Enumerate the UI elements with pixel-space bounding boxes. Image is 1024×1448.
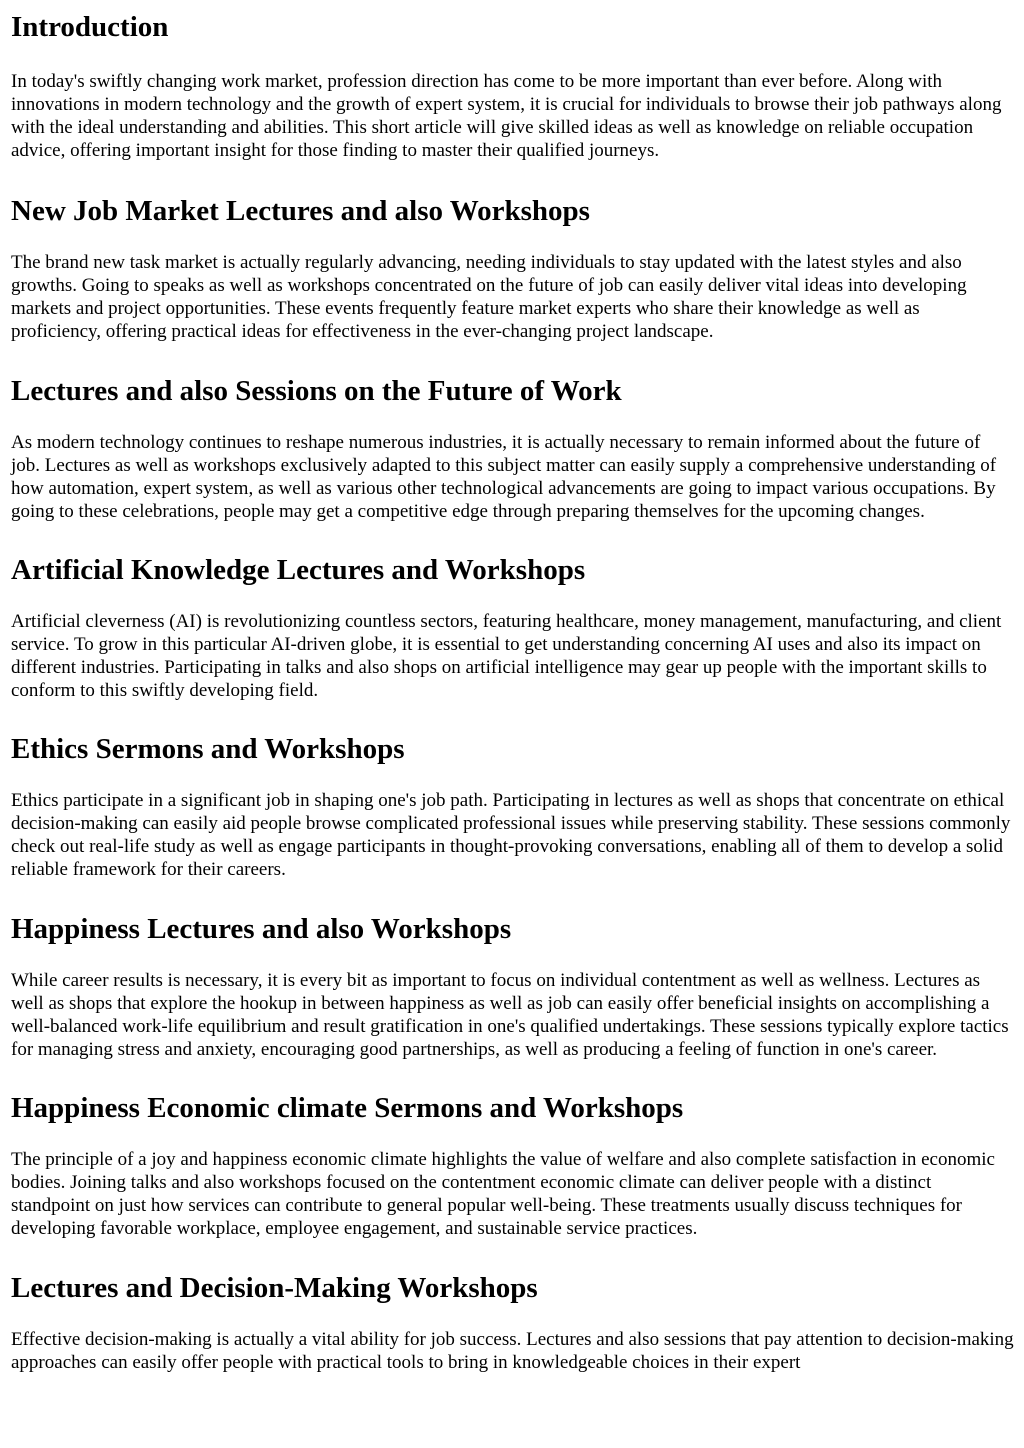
section-heading: Lectures and also Sessions on the Future of Work [11,375,622,407]
section-artificial-knowledge [11,543,1014,702]
section-paragraph: In today's swiftly changing work market, profession direction has come to be more important than ever before. Along with innovations in modern technology and the growth of expert system, it is crucial for individuals to browse their job pathways along with the ideal understanding and abilities. This short article will give skilled ideas as well as knowledge on reliable occupation advice, offering important insight for those finding to master their qualified journeys. [11,71,1002,161]
section-introduction [11,0,1014,162]
section-paragraph: Effective decision-making is actually a vital ability for job success. Lectures and also sessions that pay attention to decision-making approaches can easily offer people with practical tools to bring in knowledgeable choices in their expert [11,1329,1014,1373]
section-paragraph: Artificial cleverness (AI) is revolutionizing countless sectors, featuring healthcare, money management, manufacturing, and client service. To grow in this particular AI-driven globe, it is essential to get understanding concerning AI uses and also its impact on different industries. Participating in talks and also shops on artificial intelligence may gear up people with the important skills to conform to this swiftly developing field. [11,611,1002,701]
section-happiness [11,902,1014,1061]
section-happiness-economy [11,1081,1014,1240]
section-heading: Lectures and Decision-Making Workshops [11,1272,538,1304]
section-heading: Happiness Lectures and also Workshops [11,913,512,945]
section-heading: Artificial Knowledge Lectures and Workshops [11,554,586,586]
section-heading: Ethics Sermons and Workshops [11,733,405,765]
section-future-of-work [11,364,1014,523]
section-ethics [11,722,1014,881]
section-heading: Introduction [11,11,169,43]
section-paragraph: Ethics participate in a significant job in shaping one's job path. Participating in lectures as well as shops that concentrate on ethical decision-making can easily aid people browse complicated professional issues while preserving stability. These sessions commonly check out real-life study as well as engage participants in thought-provoking conversations, enabling all of them to develop a solid reliable framework for their careers. [11,790,1011,880]
section-heading: Happiness Economic climate Sermons and Workshops [11,1092,684,1124]
section-paragraph: As modern technology continues to reshape numerous industries, it is actually necessary to remain informed about the future of job. Lectures as well as workshops exclusively adapted to this subject matter can easily supply a comprehensive understanding of how automation, expert system, as well as various other technological advancements are going to impact various occupations. By going to these celebrations, people may get a competitive edge through preparing themselves for the upcoming changes. [11,432,997,522]
section-heading: New Job Market Lectures and also Workshops [11,195,590,227]
section-paragraph: The principle of a joy and happiness economic climate highlights the value of welfare and also complete satisfaction in economic bodies. Joining talks and also workshops focused on the contentment economic climate can deliver people with a distinct standpoint on just how services can contribute to general popular well-being. These treatments usually discuss techniques for developing favorable workplace, employee engagement, and sustainable service practices. [11,1149,995,1239]
section-paragraph: While career results is necessary, it is every bit as important to focus on individual contentment as well as wellness. Lectures as well as shops that explore the hookup in between happiness as well as job can easily offer beneficial insights on accomplishing a well-balanced work-life equilibrium and result gratification in one's qualified undertakings. These sessions typically explore tactics for managing stress and anxiety, encouraging good partnerships, as well as producing a feeling of function in one's career. [11,970,1009,1060]
section-paragraph: The brand new task market is actually regularly advancing, needing individuals to stay updated with the latest styles and also growths. Going to speaks as well as workshops concentrated on the future of job can easily deliver vital ideas into developing markets and project opportunities. These events frequently feature market experts who share their knowledge as well as proficiency, offering practical ideas for effectiveness in the ever-changing project landscape. [11,252,967,342]
section-decision-making [11,1261,1014,1374]
section-new-job-market [11,184,1014,343]
